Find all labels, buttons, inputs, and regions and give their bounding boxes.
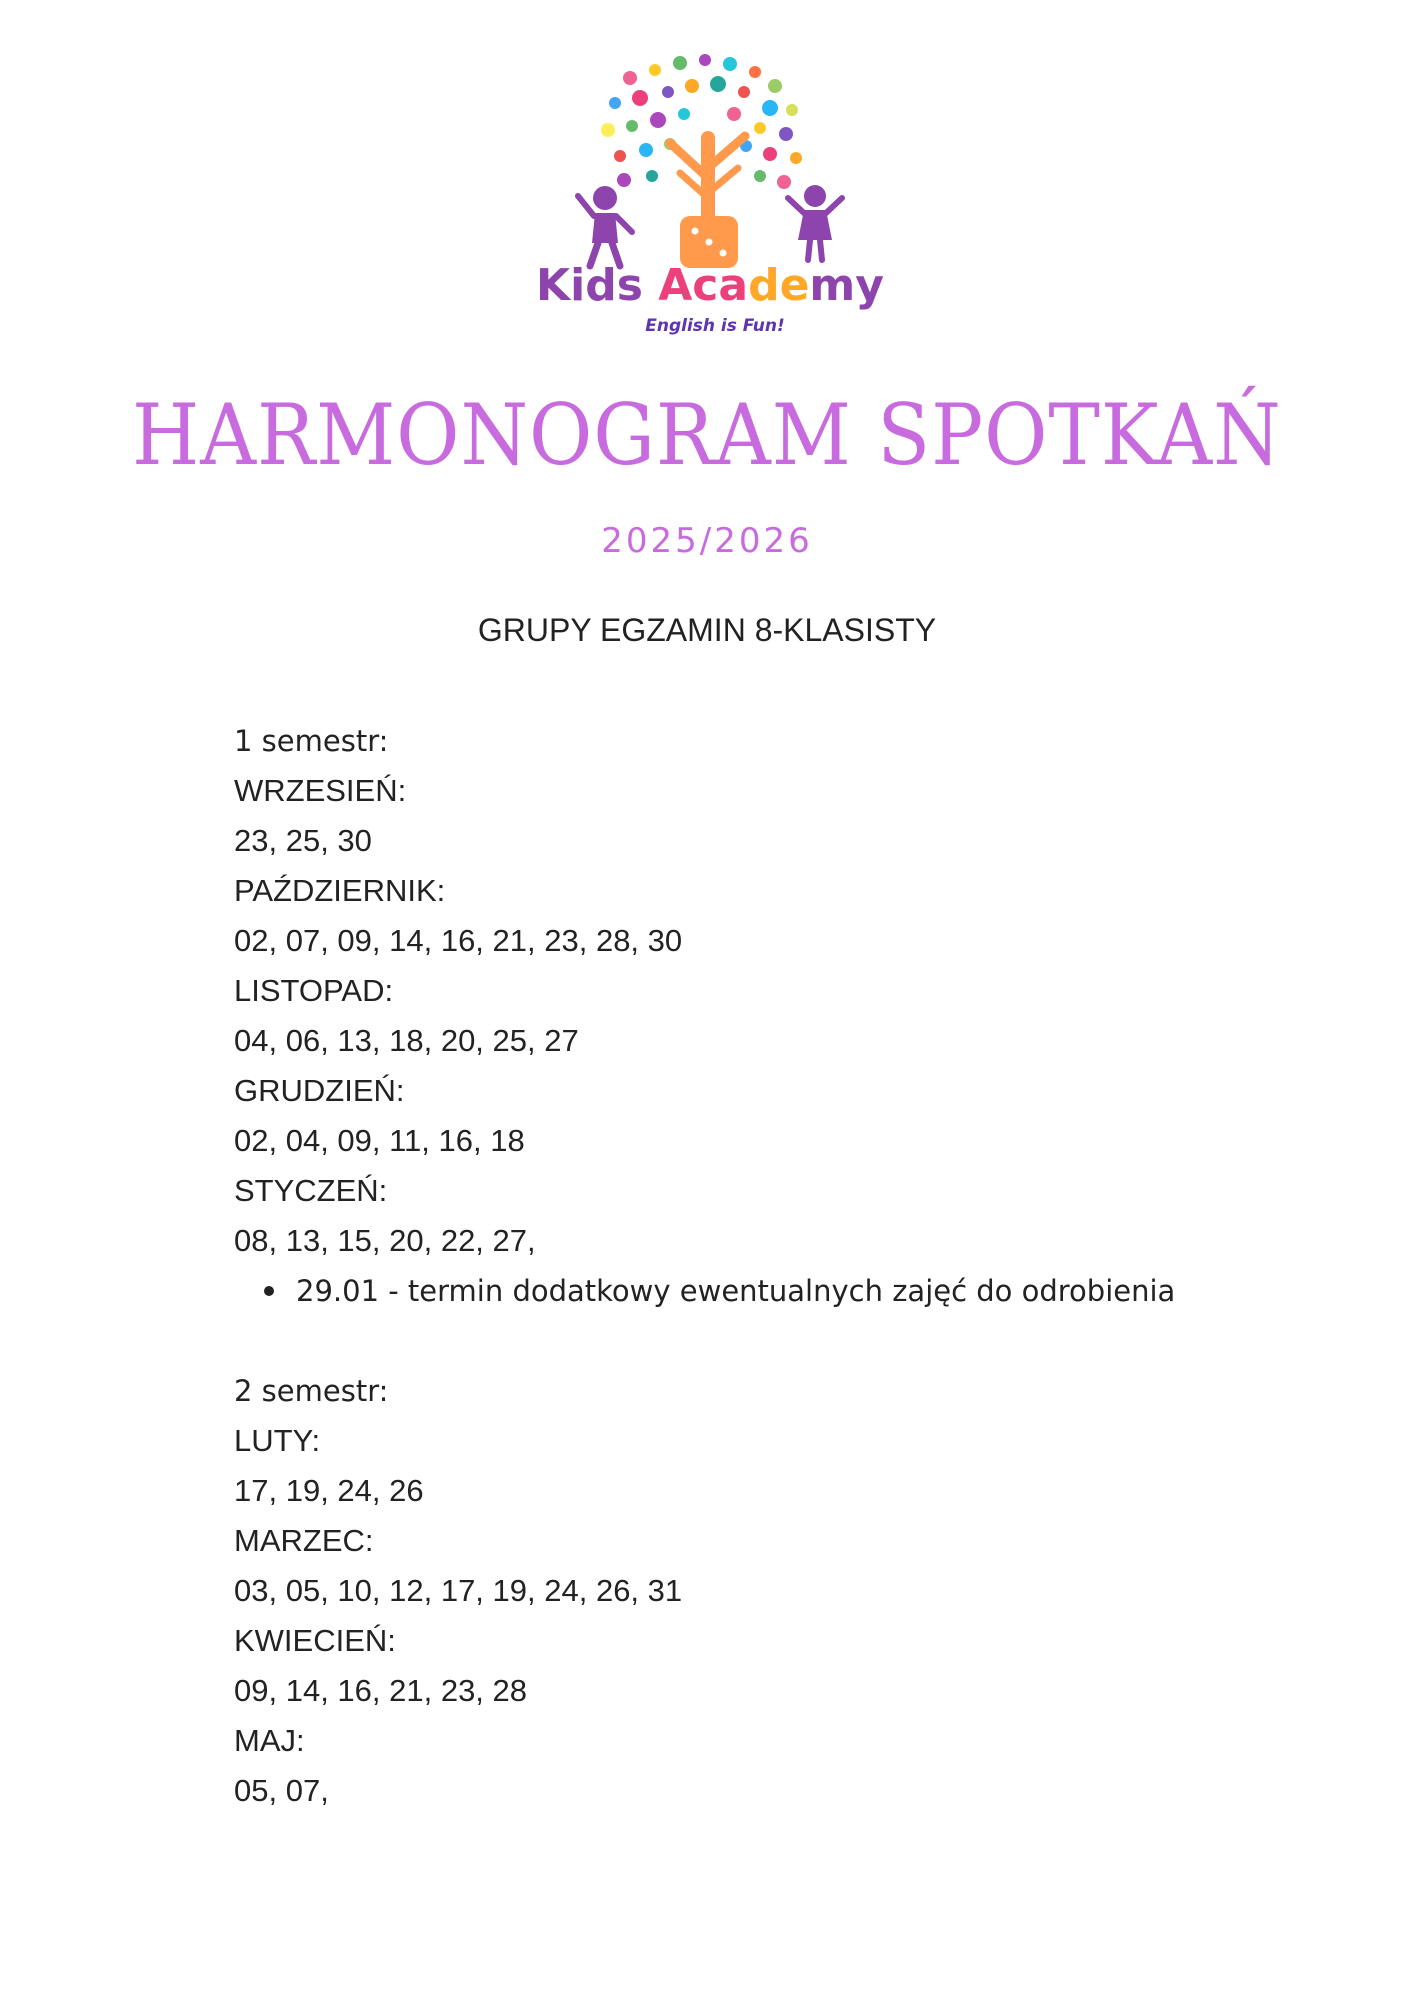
- semester-1-label: 1 semestr:: [234, 724, 389, 758]
- month-name: MAJ:: [234, 1723, 305, 1758]
- month-name: LISTOPAD:: [234, 973, 394, 1008]
- month-dates: 02, 04, 09, 11, 16, 18: [234, 1123, 525, 1158]
- list-item: [234, 1266, 1334, 1316]
- semester-2-label: 2 semestr:: [234, 1374, 389, 1408]
- brand-name: Kids Academy: [536, 260, 884, 311]
- extra-session-note: 29.01 - termin dodatkowy ewentualnych zajęć do odrobienia: [296, 1274, 1176, 1308]
- page-title: HARMONOGRAM SPOTKAŃ: [132, 386, 1282, 484]
- month-dates: 03, 05, 10, 12, 17, 19, 24, 26, 31: [234, 1573, 683, 1608]
- month-name: MARZEC:: [234, 1523, 374, 1558]
- school-year: 2025/2026: [601, 521, 813, 561]
- month-dates: 09, 14, 16, 21, 23, 28: [234, 1673, 528, 1708]
- month-dates: 04, 06, 13, 18, 20, 25, 27: [234, 1023, 579, 1058]
- month-dates: 17, 19, 24, 26: [234, 1473, 424, 1508]
- month-dates: 05, 07,: [234, 1773, 329, 1808]
- child-left-icon: [578, 186, 632, 266]
- section-spacer: [234, 1316, 1334, 1366]
- month-dates: 08, 13, 15, 20, 22, 27,: [234, 1223, 536, 1258]
- schedule: [234, 716, 1334, 1816]
- group-subtitle: GRUPY EGZAMIN 8-KLASISTY: [477, 612, 937, 648]
- kids-academy-logo: [520, 48, 900, 348]
- month-name: KWIECIEŃ:: [234, 1623, 396, 1658]
- month-dates: 02, 07, 09, 14, 16, 21, 23, 28, 30: [234, 923, 683, 958]
- month-name: WRZESIEŃ:: [234, 773, 407, 808]
- bullet-icon: [264, 1286, 274, 1296]
- month-name: STYCZEŃ:: [234, 1173, 388, 1208]
- month-name: LUTY:: [234, 1423, 321, 1458]
- month-name: GRUDZIEŃ:: [234, 1073, 405, 1108]
- month-dates: 23, 25, 30: [234, 823, 372, 858]
- month-name: PAŹDZIERNIK:: [234, 873, 446, 908]
- child-right-icon: [788, 185, 842, 260]
- brand-tagline: English is Fun!: [645, 316, 785, 336]
